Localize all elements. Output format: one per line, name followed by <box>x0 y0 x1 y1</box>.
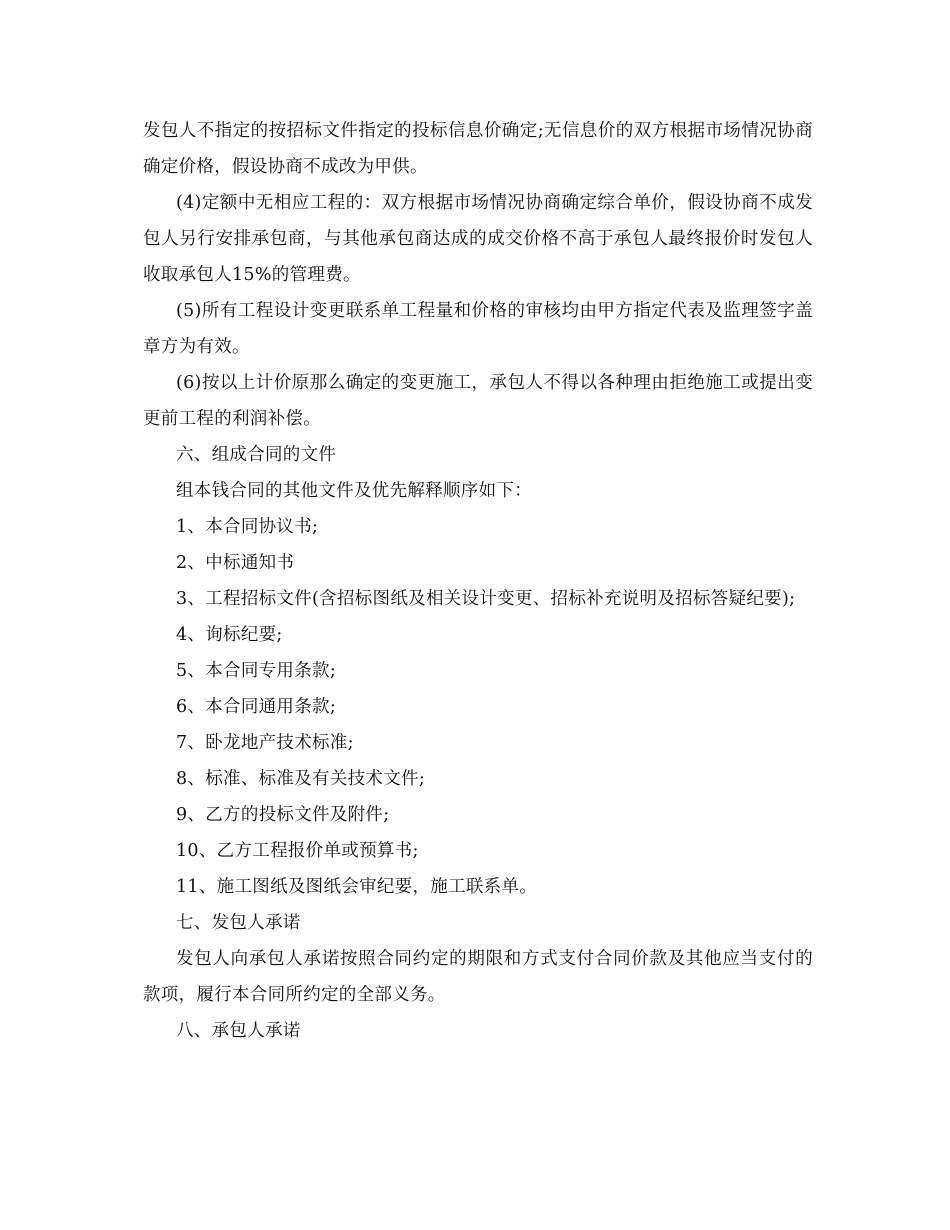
paragraph-continued: 发包人不指定的按招标文件指定的投标信息价确定;无信息价的双方根据市场情况协商确定价格，假设协商不成改为甲供。 <box>143 121 813 177</box>
document-body <box>143 113 813 1049</box>
paragraph-item-6: (6)按以上计价原那么确定的变更施工，承包人不得以各种理由拒绝施工或提出变更前工程的利润补偿。 <box>143 373 813 429</box>
list-item: 2、中标通知书 <box>176 553 295 573</box>
list-item: 6、本合同通用条款; <box>176 697 337 717</box>
paragraph-intro: 组本钱合同的其他文件及优先解释顺序如下： <box>176 481 532 501</box>
list-item: 1、本合同协议书; <box>176 517 319 537</box>
list-item: 3、工程招标文件(含招标图纸及相关设计变更、招标补充说明及招标答疑纪要); <box>176 589 796 609</box>
list-item: 5、本合同专用条款; <box>176 661 337 681</box>
paragraph-item-5: (5)所有工程设计变更联系单工程量和价格的审核均由甲方指定代表及监理签字盖章方为有效。 <box>143 301 813 357</box>
list-item: 10、乙方工程报价单或预算书; <box>176 841 419 861</box>
section-heading-7: 七、发包人承诺 <box>176 913 301 933</box>
list-item: 4、询标纪要; <box>176 625 283 645</box>
section-heading-8: 八、承包人承诺 <box>176 1021 301 1041</box>
paragraph-item-4: (4)定额中无相应工程的：双方根据市场情况协商确定综合单价，假设协商不成发包人另行安排承包商，与其他承包商达成的成交价格不高于承包人最终报价时发包人收取承包人15%的管理费。 <box>143 193 813 285</box>
section-heading-6: 六、组成合同的文件 <box>176 445 337 465</box>
list-item: 11、施工图纸及图纸会审纪要，施工联系单。 <box>176 877 538 897</box>
paragraph-promise-employer: 发包人向承包人承诺按照合同约定的期限和方式支付合同价款及其他应当支付的款项，履行本合同所约定的全部义务。 <box>143 949 813 1005</box>
list-item: 8、标准、标准及有关技术文件; <box>176 769 426 789</box>
list-item: 7、卧龙地产技术标准; <box>176 733 354 753</box>
list-item: 9、乙方的投标文件及附件; <box>176 805 390 825</box>
